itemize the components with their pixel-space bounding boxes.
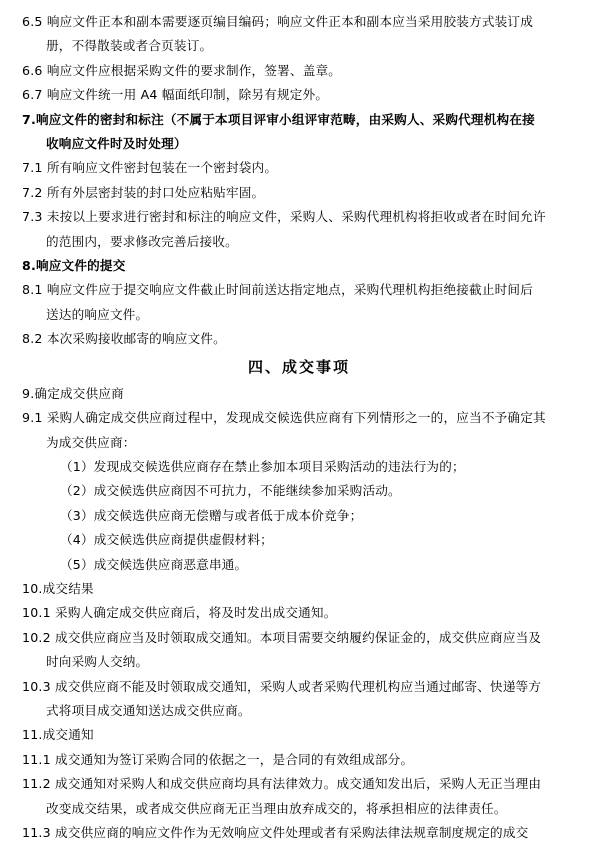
document-paragraph: （4）成交候选供应商提供虚假材料； [60,532,273,548]
document-paragraph: 11.3 成交供应商的响应文件作为无效响应文件处理或者有采购法律法规章制度规定的成交 [22,825,529,840]
document-paragraph: 7.1 所有响应文件密封包装在一个密封袋内。 [22,160,278,176]
document-paragraph: 为成交供应商： [46,434,136,450]
document-paragraph: 6.7 响应文件统一用 A4 幅面纸印制，除另有规定外。 [22,87,329,103]
document-paragraph: 8.响应文件的提交 [22,258,126,274]
document-paragraph: 11.2 成交通知对采购人和成交供应商均具有法律效力。成交通知发出后，采购人无正当理由 [22,776,542,792]
document-paragraph: （5）成交候选供应商恶意串通。 [60,556,248,572]
document-paragraph: 时向采购人交纳。 [46,654,149,670]
section-heading: 四、成交事项 [247,357,350,376]
document-paragraph: 11.成交通知 [22,727,94,743]
document-paragraph: （1）发现成交候选供应商存在禁止参加本项目采购活动的违法行为的； [60,458,465,474]
document-paragraph: 7.2 所有外层密封装的封口处应粘贴牢固。 [22,184,265,200]
document-paragraph: 10.2 成交供应商应当及时领取成交通知。本项目需要交纳履约保证金的，成交供应商应当及 [22,629,542,645]
document-paragraph: 7.响应文件的密封和标注（不属于本项目评审小组评审范畴，由采购人、采购代理机构在接 [22,111,535,127]
document-paragraph: （3）成交候选供应商无偿赠与或者低于成本价竞争； [60,507,363,523]
document-paragraph: 8.2 本次采购接收邮寄的响应文件。 [22,331,226,347]
document-paragraph: 册，不得散装或者合页装订。 [46,38,213,54]
document-body [22,10,576,845]
document-paragraph: 送达的响应文件。 [46,306,149,322]
document-paragraph: 10.3 成交供应商不能及时领取成交通知，采购人或者采购代理机构应当通过邮寄、快递等方 [22,678,542,694]
document-paragraph: 的范围内，要求修改完善后接收。 [46,233,238,249]
document-paragraph: 收响应文件时及时处理） [46,136,187,152]
document-paragraph: 8.1 响应文件应于提交响应文件截止时间前送达指定地点，采购代理机构拒绝接截止时间后 [22,282,533,298]
document-paragraph: 10.1 采购人确定成交供应商后，将及时发出成交通知。 [22,605,337,621]
document-paragraph: 9.确定成交供应商 [22,385,124,401]
document-paragraph: 9.1 采购人确定成交供应商过程中，发现成交候选供应商有下列情形之一的，应当不予确定其 [22,410,546,426]
document-paragraph: （2）成交候选供应商因不可抗力，不能继续参加采购活动。 [60,483,401,499]
document-paragraph: 6.5 响应文件正本和副本需要逐页编目编码；响应文件正本和副本应当采用胶装方式装订成 [22,14,533,29]
document-paragraph: 6.6 响应文件应根据采购文件的要求制作，签署、盖章。 [22,62,342,78]
document-paragraph: 7.3 未按以上要求进行密封和标注的响应文件，采购人、采购代理机构将拒收或者在时间允许 [22,209,546,225]
document-paragraph: 式将项目成交通知送达成交供应商。 [46,702,251,718]
document-paragraph: 改变成交结果，或者成交供应商无正当理由放弃成交的，将承担相应的法律责任。 [46,800,507,816]
document-paragraph: 10.成交结果 [22,580,94,596]
document-paragraph: 11.1 成交通知为签订采购合同的依据之一，是合同的有效组成部分。 [22,751,414,767]
